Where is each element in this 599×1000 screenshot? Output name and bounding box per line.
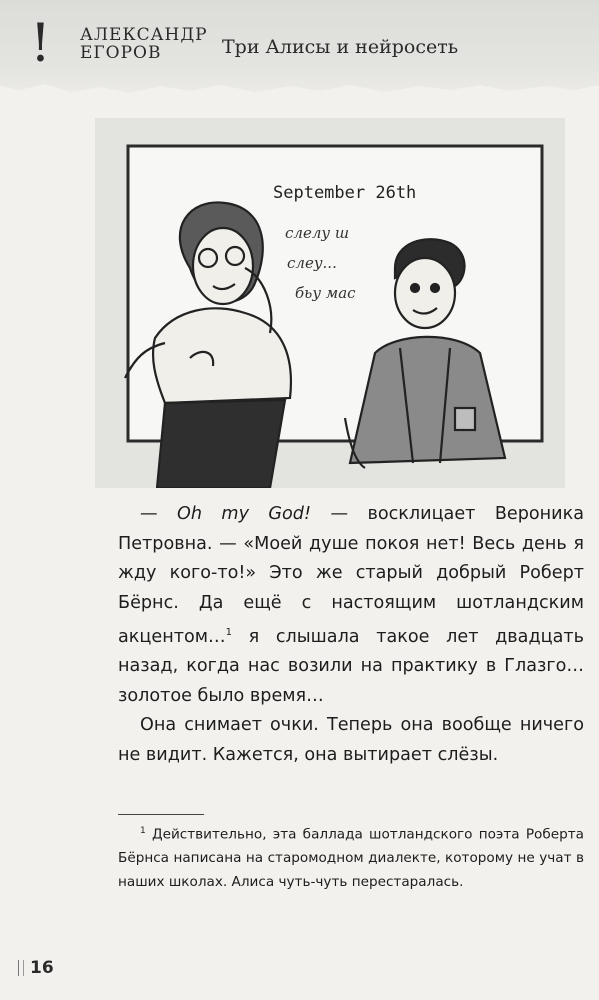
footnote [118, 820, 584, 894]
running-header [0, 0, 599, 96]
dash: — [140, 504, 178, 524]
page-number: 16 [30, 958, 54, 978]
board-date: September 26th [273, 183, 417, 203]
paragraph-1 [118, 500, 584, 711]
footnote-divider [118, 814, 204, 815]
series-mark: ! [30, 14, 51, 74]
torn-paper-edge [0, 74, 599, 104]
author-first-name: АЛЕКСАНДР [80, 25, 208, 45]
book-title: Три Алисы и нейросеть [222, 36, 459, 58]
board-scribble-3: бьу мас [295, 284, 356, 302]
footnote-reference[interactable]: 1 [225, 627, 232, 638]
paragraph-2 [118, 711, 584, 770]
footnote-text: Действительно, эта баллада шотландского поэта Роберта Бёрнса написана на старомодном диалекте, которому не учат в наших школах. Алиса чуть-чуть перестаралась. [118, 826, 584, 890]
teacher-and-student-illustration [95, 118, 565, 488]
board-scribble-1: слелу ш [285, 224, 350, 242]
author-last-name: ЕГОРОВ [80, 43, 162, 63]
paragraph-2-text: Она снимает очки. Теперь она вообще ничего не видит. Кажется, она вытирает слёзы. [118, 715, 584, 765]
footnote-marker: 1 [140, 826, 146, 836]
paragraph-1-tail: я слышала такое лет двадцать назад, когда нас возили на практику в Глазго… золотое было время… [118, 626, 584, 706]
exclamation-italic: Oh my God! [177, 504, 312, 524]
board-scribble-2: слеу... [287, 254, 337, 272]
paragraph-1-text: — восклицает Вероника Петровна. — «Моей душе покоя нет! Весь день я жду кого-то!» Это же старый добрый Роберт Бёрнс. Да ещё с настоящим шотландским акцентом… [118, 504, 584, 647]
author-name [80, 26, 208, 62]
main-text [118, 500, 584, 770]
